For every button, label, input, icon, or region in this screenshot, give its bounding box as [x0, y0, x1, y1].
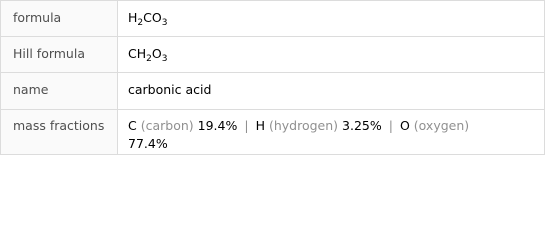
formula-subscript: 3 [161, 54, 168, 65]
formula-value [118, 1, 545, 37]
oxygen-name: (oxygen) [413, 117, 470, 133]
formula-row [1, 1, 545, 37]
mass-fractions-label: mass fractions [1, 109, 118, 154]
hill-formula [128, 46, 168, 65]
mass-fractions-row [1, 109, 545, 154]
mass-fractions-list [128, 117, 508, 153]
hill-formula-row [1, 37, 545, 73]
name-value: carbonic acid [118, 73, 545, 109]
carbon-symbol: C [128, 117, 137, 133]
formula-label: formula [1, 1, 118, 37]
hydrogen-name: (hydrogen) [268, 117, 339, 133]
formula-subscript: 2 [137, 18, 144, 28]
name-row [1, 73, 545, 109]
formula-subscript: 2 [146, 54, 152, 65]
carbon-fraction: 19.4% [197, 117, 238, 133]
hill-formula-value [118, 37, 545, 73]
mass-fractions-value [118, 109, 545, 154]
hill-formula-label: Hill formula [1, 37, 118, 73]
oxygen-fraction: 77.4% [128, 135, 168, 151]
formula-part: CO [143, 10, 162, 25]
formula-subscript: 3 [161, 18, 168, 28]
oxygen-symbol: O [399, 117, 410, 133]
formula-part: CH [128, 46, 147, 62]
fraction-separator: | [388, 117, 393, 133]
carbon-name: (carbon) [140, 117, 194, 133]
chemical-formula [128, 10, 168, 28]
fraction-separator: | [244, 117, 249, 133]
name-label: name [1, 73, 118, 109]
formula-part: O [151, 46, 162, 62]
hydrogen-symbol: H [255, 117, 265, 133]
hydrogen-fraction: 3.25% [342, 117, 382, 133]
formula-part: H [128, 10, 138, 25]
